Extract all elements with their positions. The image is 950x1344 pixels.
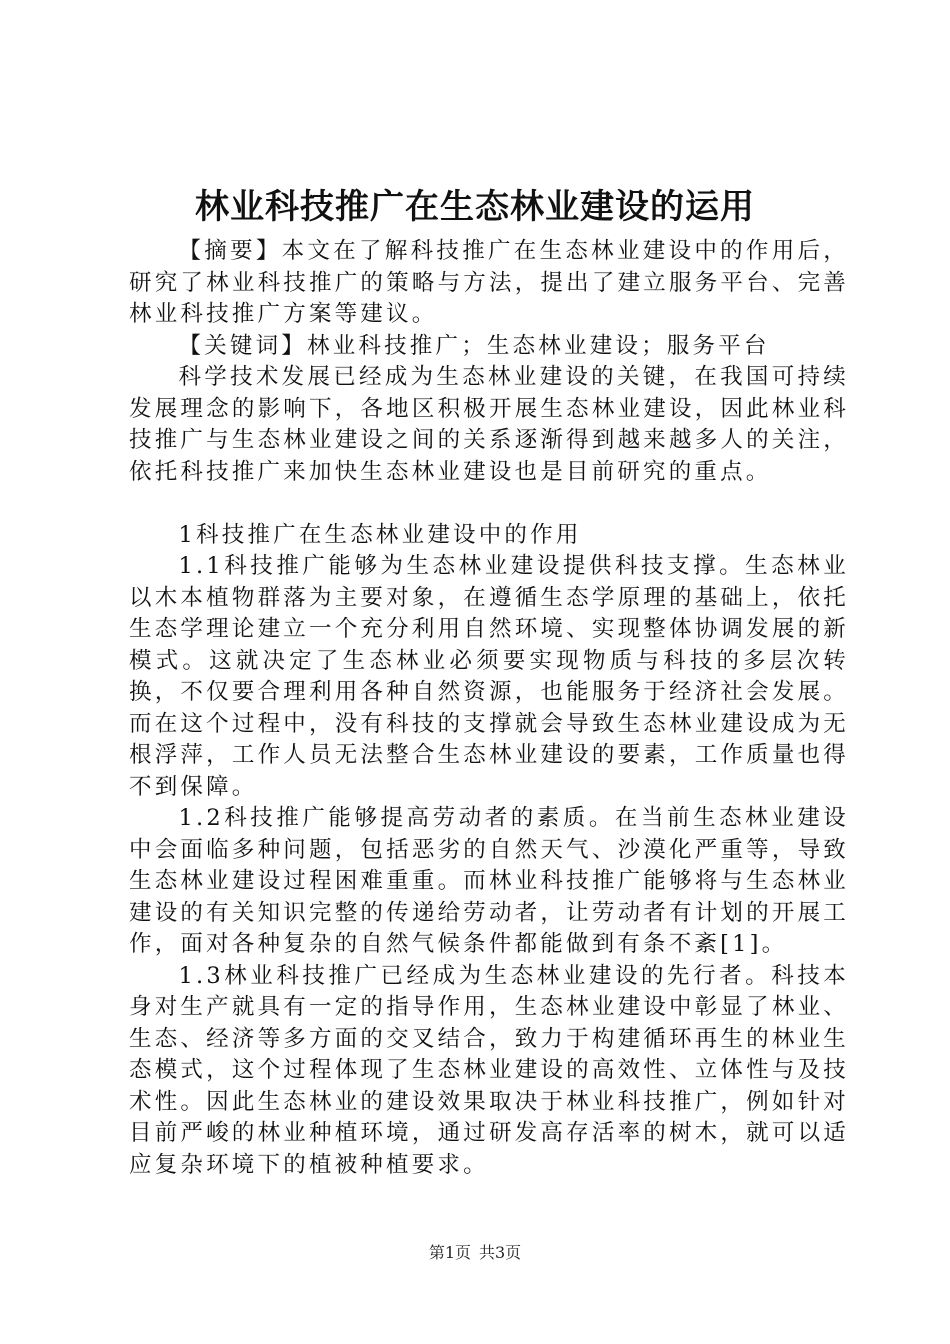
body-paragraph: 1.2科技推广能够提高劳动者的素质。在当前生态林业建设中会面临多种问题，包括恶劣的自然天气、沙漠化严重等，导致生态林业建设过程困难重重。而林业科技推广能够将与生态林业建设的有关知识完整的传递给劳动者，让劳动者有计划的开展工作，面对各种复杂的自然气候条件都能做到有条不紊[1]。: [129, 805, 849, 957]
intro-paragraph: 科学技术发展已经成为生态林业建设的关键，在我国可持续发展理念的影响下，各地区积极开展生态林业建设，因此林业科技推广与生态林业建设之间的关系逐渐得到越来越多人的关注，依托科技推广来加快生态林业建设也是目前研究的重点。: [129, 364, 849, 485]
body-paragraph: 1.3林业科技推广已经成为生态林业建设的先行者。科技本身对生产就具有一定的指导作用，生态林业建设中彰显了林业、生态、经济等多方面的交叉结合，致力于构建循环再生的林业生态模式，这个过程体现了生态林业建设的高效性、立体性与及技术性。因此生态林业的建设效果取决于林业科技推广，例如针对目前严峻的林业种植环境，通过研发高存活率的树木，就可以适应复杂环境下的植被种植要求。: [129, 962, 849, 1178]
page-number: 第1页: [428, 1243, 471, 1262]
document-title: 林业科技推广在生态林业建设的运用: [195, 187, 755, 227]
page-total: 共3页: [479, 1243, 522, 1262]
page-footer: [0, 1242, 950, 1264]
document-body: [129, 236, 849, 1181]
section-heading: 1科技推广在生态林业建设中的作用: [178, 521, 582, 548]
body-paragraph: 1.1科技推广能够为生态林业建设提供科技支撑。生态林业以木本植物群落为主要对象，在遵循生态学原理的基础上，依托生态学理论建立一个充分利用自然环境、实现整体协调发展的新模式。这就决定了生态林业必须要实现物质与科技的多层次转换，不仅要合理利用各种自然资源，也能服务于经济社会发展。而在这个过程中，没有科技的支撑就会导致生态林业建设成为无根浮萍，工作人员无法整合生态林业建设的要素，工作质量也得不到保障。: [129, 553, 849, 800]
abstract-paragraph: 【摘要】本文在了解科技推广在生态林业建设中的作用后，研究了林业科技推广的策略与方法，提出了建立服务平台、完善林业科技推广方案等建议。: [129, 238, 849, 327]
keywords-paragraph: 【关键词】林业科技推广；生态林业建设；服务平台: [178, 332, 770, 359]
